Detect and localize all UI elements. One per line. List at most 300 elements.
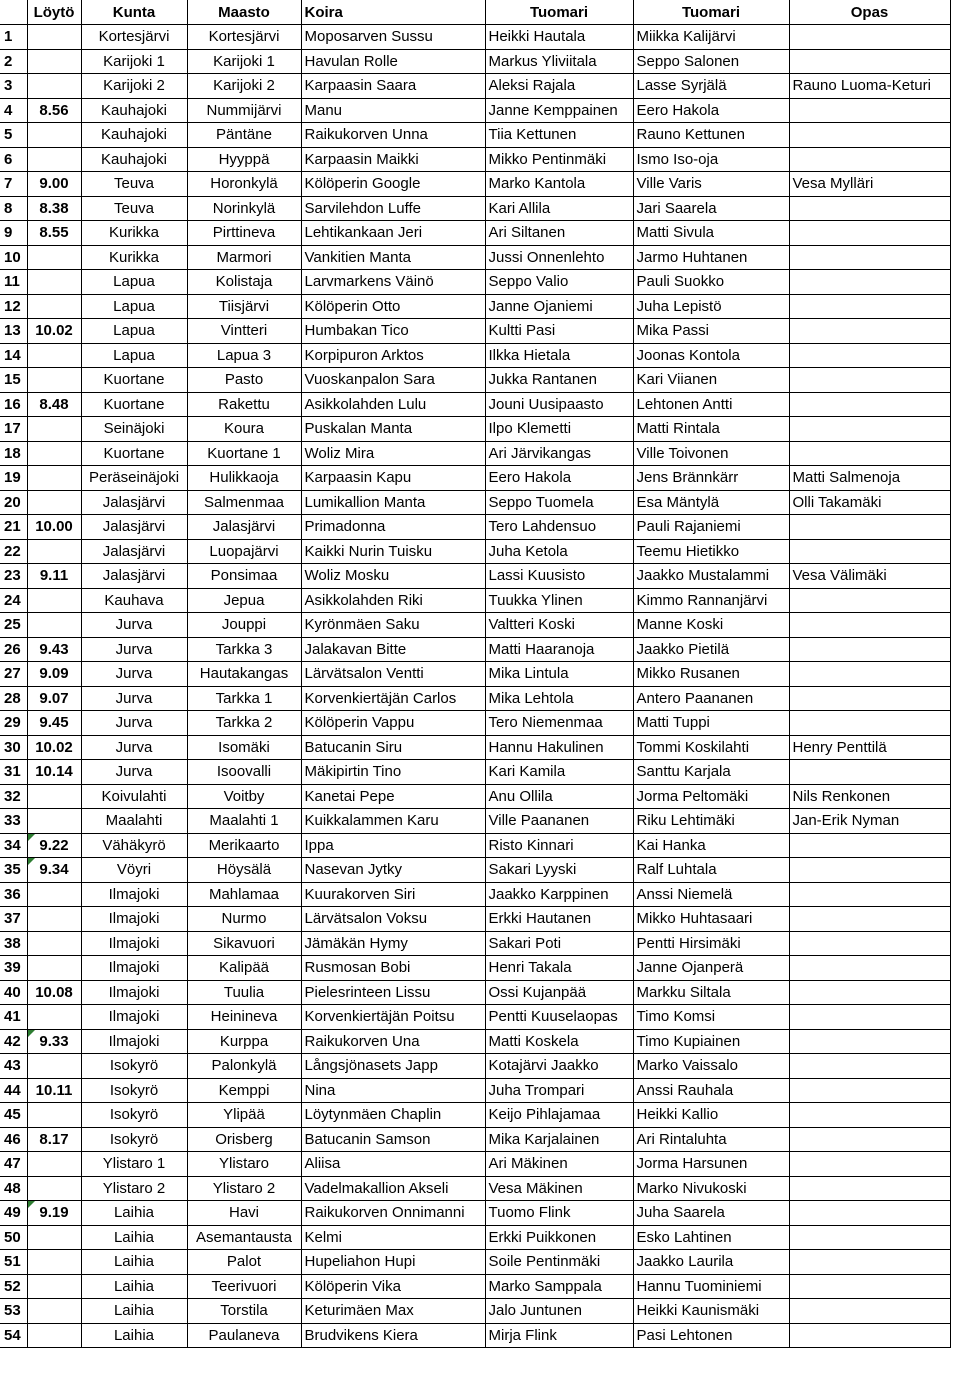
tuomari-1-cell: Tero Lahdensuo xyxy=(485,515,633,540)
maasto-cell: Voitby xyxy=(187,784,301,809)
tuomari-2-cell: Mika Passi xyxy=(633,319,789,344)
row-number: 7 xyxy=(0,172,27,197)
koira-cell: Lehtikankaan Jeri xyxy=(301,221,485,246)
opas-cell: Henry Penttilä xyxy=(789,735,950,760)
koira-cell: Nasevan Jytky xyxy=(301,858,485,883)
loyto-cell xyxy=(27,490,81,515)
koira-cell: Kölöperin Otto xyxy=(301,294,485,319)
opas-cell xyxy=(789,1250,950,1275)
koira-cell: Aliisa xyxy=(301,1152,485,1177)
tuomari-1-cell: Ilkka Hietala xyxy=(485,343,633,368)
loyto-cell: 10.14 xyxy=(27,760,81,785)
kunta-cell: Lapua xyxy=(81,319,187,344)
opas-cell xyxy=(789,1274,950,1299)
row-number: 12 xyxy=(0,294,27,319)
table-row xyxy=(0,1103,950,1128)
tuomari-2-cell: Jorma Harsunen xyxy=(633,1152,789,1177)
tuomari-1-cell: Ilpo Klemetti xyxy=(485,417,633,442)
row-number: 8 xyxy=(0,196,27,221)
koira-cell: Löytynmäen Chaplin xyxy=(301,1103,485,1128)
loyto-cell xyxy=(27,343,81,368)
table-row xyxy=(0,74,950,99)
koira-cell: Lärvätsalon Voksu xyxy=(301,907,485,932)
tuomari-2-cell: Santtu Karjala xyxy=(633,760,789,785)
kunta-cell: Kuortane xyxy=(81,392,187,417)
maasto-cell: Kolistaja xyxy=(187,270,301,295)
opas-cell xyxy=(789,319,950,344)
maasto-cell: Teerivuori xyxy=(187,1274,301,1299)
table-row xyxy=(0,515,950,540)
tuomari-2-cell: Eero Hakola xyxy=(633,98,789,123)
tuomari-2-cell: Riku Lehtimäki xyxy=(633,809,789,834)
tuomari-2-cell: Antero Paananen xyxy=(633,686,789,711)
row-number: 19 xyxy=(0,466,27,491)
tuomari-1-cell: Matti Haaranoja xyxy=(485,637,633,662)
tuomari-1-cell: Heikki Hautala xyxy=(485,25,633,50)
loyto-cell xyxy=(27,907,81,932)
loyto-cell xyxy=(27,1029,81,1054)
tuomari-2-cell: Miikka Kalijärvi xyxy=(633,25,789,50)
tuomari-2-cell: Seppo Salonen xyxy=(633,49,789,74)
row-number: 53 xyxy=(0,1299,27,1324)
maasto-cell: Jepua xyxy=(187,588,301,613)
tuomari-2-cell: Pasi Lehtonen xyxy=(633,1323,789,1348)
row-number: 37 xyxy=(0,907,27,932)
koira-cell: Manu xyxy=(301,98,485,123)
table-row xyxy=(0,490,950,515)
row-number: 14 xyxy=(0,343,27,368)
maasto-cell: Jalasjärvi xyxy=(187,515,301,540)
tuomari-1-cell: Ari Mäkinen xyxy=(485,1152,633,1177)
opas-cell xyxy=(789,196,950,221)
row-number: 24 xyxy=(0,588,27,613)
maasto-cell: Marmori xyxy=(187,245,301,270)
loyto-cell xyxy=(27,858,81,883)
opas-cell: Jan-Erik Nyman xyxy=(789,809,950,834)
opas-cell xyxy=(789,1323,950,1348)
loyto-cell: 8.55 xyxy=(27,221,81,246)
kunta-cell: Vöyri xyxy=(81,858,187,883)
tuomari-1-cell: Janne Kemppainen xyxy=(485,98,633,123)
loyto-value: 9.22 xyxy=(39,836,69,854)
row-number: 48 xyxy=(0,1176,27,1201)
loyto-cell: 10.02 xyxy=(27,319,81,344)
maasto-cell: Vintteri xyxy=(187,319,301,344)
kunta-cell: Lapua xyxy=(81,270,187,295)
maasto-cell: Isoovalli xyxy=(187,760,301,785)
table-row xyxy=(0,784,950,809)
maasto-cell: Koura xyxy=(187,417,301,442)
tuomari-2-cell: Janne Ojanperä xyxy=(633,956,789,981)
row-number: 45 xyxy=(0,1103,27,1128)
maasto-cell: Lapua 3 xyxy=(187,343,301,368)
loyto-cell: 10.11 xyxy=(27,1078,81,1103)
row-number: 39 xyxy=(0,956,27,981)
kunta-cell: Isokyrö xyxy=(81,1103,187,1128)
tuomari-2-cell: Teemu Hietikko xyxy=(633,539,789,564)
tuomari-1-cell: Mikko Pentinmäki xyxy=(485,147,633,172)
opas-cell xyxy=(789,1103,950,1128)
table-row xyxy=(0,1225,950,1250)
loyto-cell: 10.02 xyxy=(27,735,81,760)
maasto-cell: Pirttineva xyxy=(187,221,301,246)
loyto-cell xyxy=(27,368,81,393)
table-row xyxy=(0,637,950,662)
koira-cell: Humbakan Tico xyxy=(301,319,485,344)
table-row xyxy=(0,907,950,932)
kunta-cell: Jurva xyxy=(81,735,187,760)
opas-cell xyxy=(789,270,950,295)
kunta-cell: Isokyrö xyxy=(81,1054,187,1079)
maasto-cell: Havi xyxy=(187,1201,301,1226)
kunta-cell: Laihia xyxy=(81,1250,187,1275)
loyto-cell xyxy=(27,613,81,638)
tuomari-1-cell: Hannu Hakulinen xyxy=(485,735,633,760)
cell-note-marker xyxy=(28,834,35,841)
tuomari-1-cell: Ari Siltanen xyxy=(485,221,633,246)
loyto-cell xyxy=(27,147,81,172)
kunta-cell: Jalasjärvi xyxy=(81,564,187,589)
opas-cell: Vesa Mylläri xyxy=(789,172,950,197)
maasto-cell: Isomäki xyxy=(187,735,301,760)
row-number: 46 xyxy=(0,1127,27,1152)
kunta-cell: Ylistaro 1 xyxy=(81,1152,187,1177)
table-row xyxy=(0,1201,950,1226)
opas-cell: Nils Renkonen xyxy=(789,784,950,809)
kunta-cell: Jurva xyxy=(81,760,187,785)
maasto-cell: Höysälä xyxy=(187,858,301,883)
koira-cell: Lärvätsalon Ventti xyxy=(301,662,485,687)
loyto-cell: 9.09 xyxy=(27,662,81,687)
tuomari-1-cell: Jukka Rantanen xyxy=(485,368,633,393)
opas-cell xyxy=(789,931,950,956)
loyto-cell xyxy=(27,74,81,99)
maasto-cell: Jouppi xyxy=(187,613,301,638)
opas-cell xyxy=(789,686,950,711)
loyto-cell xyxy=(27,1299,81,1324)
opas-cell xyxy=(789,123,950,148)
tuomari-1-cell: Sakari Lyyski xyxy=(485,858,633,883)
maasto-cell: Nummijärvi xyxy=(187,98,301,123)
tuomari-1-cell: Juha Trompari xyxy=(485,1078,633,1103)
tuomari-2-cell: Timo Komsi xyxy=(633,1005,789,1030)
maasto-cell: Rakettu xyxy=(187,392,301,417)
loyto-cell xyxy=(27,588,81,613)
tuomari-2-cell: Anssi Niemelä xyxy=(633,882,789,907)
table-row xyxy=(0,613,950,638)
kunta-cell: Kauhajoki xyxy=(81,147,187,172)
tuomari-2-cell: Pauli Rajaniemi xyxy=(633,515,789,540)
row-number: 50 xyxy=(0,1225,27,1250)
maasto-cell: Karijoki 1 xyxy=(187,49,301,74)
tuomari-2-cell: Marko Nivukoski xyxy=(633,1176,789,1201)
tuomari-1-cell: Mika Lehtola xyxy=(485,686,633,711)
tuomari-1-cell: Jalo Juntunen xyxy=(485,1299,633,1324)
row-number: 30 xyxy=(0,735,27,760)
kunta-cell: Peräseinäjoki xyxy=(81,466,187,491)
header-tuomari-1: Tuomari xyxy=(485,0,633,25)
opas-cell xyxy=(789,368,950,393)
tuomari-1-cell: Jaakko Karppinen xyxy=(485,882,633,907)
table-row xyxy=(0,196,950,221)
tuomari-2-cell: Anssi Rauhala xyxy=(633,1078,789,1103)
tuomari-1-cell: Anu Ollila xyxy=(485,784,633,809)
koira-cell: Primadonna xyxy=(301,515,485,540)
tuomari-1-cell: Mika Lintula xyxy=(485,662,633,687)
kunta-cell: Jalasjärvi xyxy=(81,515,187,540)
kunta-cell: Ylistaro 2 xyxy=(81,1176,187,1201)
tuomari-1-cell: Sakari Poti xyxy=(485,931,633,956)
tuomari-2-cell: Markku Siltala xyxy=(633,980,789,1005)
koira-cell: Karpaasin Saara xyxy=(301,74,485,99)
opas-cell xyxy=(789,1078,950,1103)
koira-cell: Raikukorven Unna xyxy=(301,123,485,148)
loyto-cell xyxy=(27,1274,81,1299)
kunta-cell: Ilmajoki xyxy=(81,956,187,981)
koira-cell: Jalakavan Bitte xyxy=(301,637,485,662)
row-number: 17 xyxy=(0,417,27,442)
tuomari-1-cell: Tuukka Ylinen xyxy=(485,588,633,613)
koira-cell: Puskalan Manta xyxy=(301,417,485,442)
tuomari-2-cell: Esa Mäntylä xyxy=(633,490,789,515)
opas-cell xyxy=(789,49,950,74)
kunta-cell: Seinäjoki xyxy=(81,417,187,442)
kunta-cell: Kortesjärvi xyxy=(81,25,187,50)
kunta-cell: Kurikka xyxy=(81,245,187,270)
header-opas: Opas xyxy=(789,0,950,25)
tuomari-1-cell: Mika Karjalainen xyxy=(485,1127,633,1152)
row-number: 52 xyxy=(0,1274,27,1299)
kunta-cell: Laihia xyxy=(81,1225,187,1250)
row-number: 16 xyxy=(0,392,27,417)
opas-cell xyxy=(789,907,950,932)
loyto-cell: 9.45 xyxy=(27,711,81,736)
tuomari-1-cell: Seppo Valio xyxy=(485,270,633,295)
kunta-cell: Kauhajoki xyxy=(81,123,187,148)
kunta-cell: Kuortane xyxy=(81,441,187,466)
opas-cell xyxy=(789,662,950,687)
maasto-cell: Palot xyxy=(187,1250,301,1275)
koira-cell: Kölöperin Google xyxy=(301,172,485,197)
header-maasto: Maasto xyxy=(187,0,301,25)
koira-cell: Långsjönasets Japp xyxy=(301,1054,485,1079)
koira-cell: Korvenkiertäjän Carlos xyxy=(301,686,485,711)
koira-cell: Karpaasin Maikki xyxy=(301,147,485,172)
row-number: 18 xyxy=(0,441,27,466)
loyto-cell xyxy=(27,809,81,834)
maasto-cell: Tiisjärvi xyxy=(187,294,301,319)
table-row xyxy=(0,980,950,1005)
kunta-cell: Maalahti xyxy=(81,809,187,834)
tuomari-2-cell: Heikki Kallio xyxy=(633,1103,789,1128)
koira-cell: Jämäkän Hymy xyxy=(301,931,485,956)
row-number: 2 xyxy=(0,49,27,74)
koira-cell: Batucanin Samson xyxy=(301,1127,485,1152)
opas-cell xyxy=(789,1127,950,1152)
opas-cell xyxy=(789,515,950,540)
row-number: 41 xyxy=(0,1005,27,1030)
tuomari-1-cell: Erkki Puikkonen xyxy=(485,1225,633,1250)
row-number: 51 xyxy=(0,1250,27,1275)
kunta-cell: Ilmajoki xyxy=(81,931,187,956)
kunta-cell: Laihia xyxy=(81,1201,187,1226)
row-number: 23 xyxy=(0,564,27,589)
koira-cell: Raikukorven Onnimanni xyxy=(301,1201,485,1226)
table-row xyxy=(0,221,950,246)
tuomari-2-cell: Jaakko Pietilä xyxy=(633,637,789,662)
loyto-cell xyxy=(27,270,81,295)
loyto-cell: 8.56 xyxy=(27,98,81,123)
tuomari-2-cell: Manne Koski xyxy=(633,613,789,638)
row-number: 32 xyxy=(0,784,27,809)
kunta-cell: Lapua xyxy=(81,343,187,368)
opas-cell xyxy=(789,833,950,858)
tuomari-1-cell: Tiia Kettunen xyxy=(485,123,633,148)
opas-cell xyxy=(789,1176,950,1201)
row-number: 9 xyxy=(0,221,27,246)
maasto-cell: Mahlamaa xyxy=(187,882,301,907)
maasto-cell: Palonkylä xyxy=(187,1054,301,1079)
table-row xyxy=(0,1176,950,1201)
kunta-cell: Jurva xyxy=(81,686,187,711)
table-row xyxy=(0,1323,950,1348)
maasto-cell: Karijoki 2 xyxy=(187,74,301,99)
maasto-cell: Heinineva xyxy=(187,1005,301,1030)
opas-cell xyxy=(789,1225,950,1250)
tuomari-2-cell: Lasse Syrjälä xyxy=(633,74,789,99)
header-tuomari-2: Tuomari xyxy=(633,0,789,25)
maasto-cell: Hautakangas xyxy=(187,662,301,687)
header-row xyxy=(0,0,950,25)
loyto-cell xyxy=(27,1152,81,1177)
tuomari-1-cell: Ossi Kujanpää xyxy=(485,980,633,1005)
row-number: 5 xyxy=(0,123,27,148)
tuomari-2-cell: Mikko Rusanen xyxy=(633,662,789,687)
loyto-cell xyxy=(27,833,81,858)
maasto-cell: Pasto xyxy=(187,368,301,393)
tuomari-2-cell: Esko Lahtinen xyxy=(633,1225,789,1250)
row-number: 20 xyxy=(0,490,27,515)
loyto-cell: 8.17 xyxy=(27,1127,81,1152)
opas-cell xyxy=(789,25,950,50)
tuomari-1-cell: Aleksi Rajala xyxy=(485,74,633,99)
loyto-cell: 10.08 xyxy=(27,980,81,1005)
loyto-cell xyxy=(27,1225,81,1250)
loyto-cell xyxy=(27,931,81,956)
koira-cell: Karpaasin Kapu xyxy=(301,466,485,491)
row-number: 21 xyxy=(0,515,27,540)
loyto-cell: 9.00 xyxy=(27,172,81,197)
maasto-cell: Kortesjärvi xyxy=(187,25,301,50)
koira-cell: Nina xyxy=(301,1078,485,1103)
kunta-cell: Ilmajoki xyxy=(81,907,187,932)
tuomari-1-cell: Janne Ojaniemi xyxy=(485,294,633,319)
tuomari-2-cell: Rauno Kettunen xyxy=(633,123,789,148)
koira-cell: Woliz Mira xyxy=(301,441,485,466)
tuomari-2-cell: Pauli Suokko xyxy=(633,270,789,295)
tuomari-2-cell: Kai Hanka xyxy=(633,833,789,858)
tuomari-2-cell: Jorma Peltomäki xyxy=(633,784,789,809)
koira-cell: Woliz Mosku xyxy=(301,564,485,589)
row-number: 54 xyxy=(0,1323,27,1348)
maasto-cell: Päntäne xyxy=(187,123,301,148)
opas-cell xyxy=(789,1005,950,1030)
koira-cell: Lumikallion Manta xyxy=(301,490,485,515)
row-number: 29 xyxy=(0,711,27,736)
kunta-cell: Ilmajoki xyxy=(81,1029,187,1054)
tuomari-1-cell: Juha Ketola xyxy=(485,539,633,564)
loyto-cell xyxy=(27,882,81,907)
table-row xyxy=(0,858,950,883)
kunta-cell: Jalasjärvi xyxy=(81,490,187,515)
koira-cell: Kuikkalammen Karu xyxy=(301,809,485,834)
loyto-cell: 10.00 xyxy=(27,515,81,540)
maasto-cell: Ylistaro xyxy=(187,1152,301,1177)
opas-cell xyxy=(789,1201,950,1226)
tuomari-2-cell: Ismo Iso-oja xyxy=(633,147,789,172)
kunta-cell: Laihia xyxy=(81,1323,187,1348)
loyto-cell xyxy=(27,1054,81,1079)
opas-cell: Rauno Luoma-Keturi xyxy=(789,74,950,99)
loyto-cell xyxy=(27,123,81,148)
maasto-cell: Asemantausta xyxy=(187,1225,301,1250)
tuomari-2-cell: Jari Saarela xyxy=(633,196,789,221)
table-row xyxy=(0,123,950,148)
koira-cell: Ippa xyxy=(301,833,485,858)
maasto-cell: Horonkylä xyxy=(187,172,301,197)
maasto-cell: Tarkka 3 xyxy=(187,637,301,662)
koira-cell: Kanetai Pepe xyxy=(301,784,485,809)
loyto-cell xyxy=(27,1201,81,1226)
koira-cell: Kelmi xyxy=(301,1225,485,1250)
table-row xyxy=(0,931,950,956)
maasto-cell: Kuortane 1 xyxy=(187,441,301,466)
tuomari-2-cell: Matti Rintala xyxy=(633,417,789,442)
koira-cell: Pielesrinteen Lissu xyxy=(301,980,485,1005)
table-row xyxy=(0,147,950,172)
tuomari-2-cell: Juha Lepistö xyxy=(633,294,789,319)
table-row xyxy=(0,98,950,123)
koira-cell: Asikkolahden Lulu xyxy=(301,392,485,417)
tuomari-1-cell: Risto Kinnari xyxy=(485,833,633,858)
cell-note-marker xyxy=(28,1030,35,1037)
loyto-value: 9.19 xyxy=(39,1204,69,1222)
tuomari-2-cell: Juha Saarela xyxy=(633,1201,789,1226)
table-row xyxy=(0,294,950,319)
maasto-cell: Orisberg xyxy=(187,1127,301,1152)
koira-cell: Vankitien Manta xyxy=(301,245,485,270)
tuomari-2-cell: Ville Toivonen xyxy=(633,441,789,466)
tuomari-2-cell: Hannu Tuominiemi xyxy=(633,1274,789,1299)
table-row xyxy=(0,1152,950,1177)
loyto-cell xyxy=(27,1250,81,1275)
maasto-cell: Tarkka 1 xyxy=(187,686,301,711)
table-row xyxy=(0,270,950,295)
table-row xyxy=(0,1078,950,1103)
table-row xyxy=(0,833,950,858)
tuomari-1-cell: Kultti Pasi xyxy=(485,319,633,344)
tuomari-1-cell: Jouni Uusipaasto xyxy=(485,392,633,417)
loyto-cell: 8.38 xyxy=(27,196,81,221)
kunta-cell: Laihia xyxy=(81,1274,187,1299)
tuomari-2-cell: Ralf Luhtala xyxy=(633,858,789,883)
loyto-cell xyxy=(27,417,81,442)
tuomari-1-cell: Matti Koskela xyxy=(485,1029,633,1054)
tuomari-1-cell: Tero Niemenmaa xyxy=(485,711,633,736)
kunta-cell: Karijoki 2 xyxy=(81,74,187,99)
opas-cell xyxy=(789,1299,950,1324)
tuomari-2-cell: Ville Varis xyxy=(633,172,789,197)
